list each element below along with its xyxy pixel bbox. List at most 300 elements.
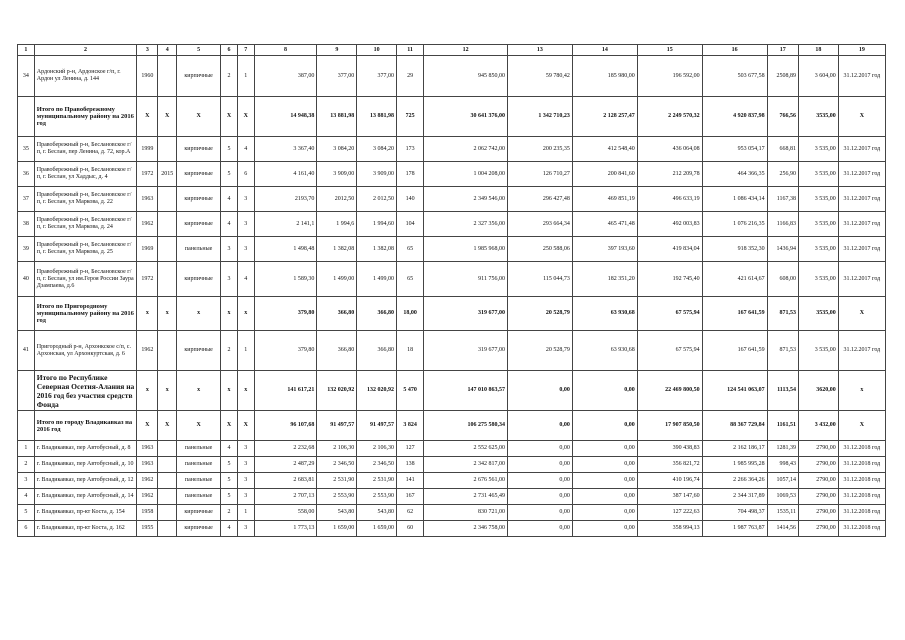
table-cell: 1	[237, 505, 254, 521]
table-cell: 1 994,6	[317, 212, 357, 237]
table-cell: 212 209,78	[637, 162, 702, 187]
table-cell: 31.12.2017 год	[838, 237, 885, 262]
table-cell: 3	[237, 457, 254, 473]
table-cell: 4 920 837,98	[702, 97, 767, 137]
table-cell: 366,80	[317, 297, 357, 331]
table-cell: 871,53	[767, 331, 798, 371]
column-number: 7	[237, 45, 254, 56]
table-cell: 31.12.2018 год	[838, 489, 885, 505]
table-cell: Х	[838, 411, 885, 441]
table-cell: 2 128 257,47	[572, 97, 637, 137]
table-cell: 2790,00	[798, 457, 838, 473]
table-cell: 0,00	[572, 473, 637, 489]
table-cell: 1069,53	[767, 489, 798, 505]
table-cell: 173	[396, 137, 423, 162]
table-cell: 1057,14	[767, 473, 798, 489]
table-cell: 132 020,92	[317, 371, 357, 411]
table-cell: 911 756,00	[424, 262, 508, 297]
table-cell: 4	[221, 521, 238, 537]
address-cell: г. Владикавказ, пер Автобусный, д. 12	[34, 473, 137, 489]
table-cell: 104	[396, 212, 423, 237]
table-cell: 704 498,37	[702, 505, 767, 521]
table-cell: 1113,54	[767, 371, 798, 411]
table-cell: 3 535,00	[798, 187, 838, 212]
table-cell: 3	[237, 441, 254, 457]
table-cell: 998,43	[767, 457, 798, 473]
table-cell: 2790,00	[798, 473, 838, 489]
table-cell: 496 633,19	[637, 187, 702, 212]
table-cell: 0,00	[572, 441, 637, 457]
table-row	[18, 457, 886, 473]
table-cell: Х	[177, 97, 221, 137]
table-cell: 1 086 434,14	[702, 187, 767, 212]
table-cell: 2790,00	[798, 489, 838, 505]
table-cell: 2 531,90	[357, 473, 397, 489]
column-number: 14	[572, 45, 637, 56]
table-cell: 366,80	[317, 331, 357, 371]
column-number: 9	[317, 45, 357, 56]
table-cell: кирпичные	[177, 212, 221, 237]
table-cell: 14 948,38	[254, 97, 317, 137]
table-cell: кирпичные	[177, 56, 221, 97]
column-number: 11	[396, 45, 423, 56]
table-cell: 192 745,40	[637, 262, 702, 297]
table-cell: 41	[18, 331, 35, 371]
table-cell: 464 366,35	[702, 162, 767, 187]
table-cell: 3	[237, 489, 254, 505]
table-cell: панельные	[177, 473, 221, 489]
table-cell: панельные	[177, 457, 221, 473]
table-cell: 3	[237, 237, 254, 262]
table-cell: 1960	[137, 56, 158, 97]
table-cell: 397 193,60	[572, 237, 637, 262]
column-number: 4	[158, 45, 177, 56]
table-cell: 2 346 758,00	[424, 521, 508, 537]
table-cell: 2 683,81	[254, 473, 317, 489]
address-cell: г. Владикавказ, пр-кт Коста, д. 154	[34, 505, 137, 521]
table-row	[18, 441, 886, 457]
table-cell: 3 909,00	[357, 162, 397, 187]
table-cell: 1963	[137, 441, 158, 457]
table-cell: 31.12.2018 год	[838, 473, 885, 489]
address-cell: Правобережный р-н, Беслановское г/п, г. Беслан, ул Хаддыс, д. 4	[34, 162, 137, 187]
table-cell: 31.12.2017 год	[838, 162, 885, 187]
table-cell: 138	[396, 457, 423, 473]
table-cell: 0,00	[572, 457, 637, 473]
table-cell: панельные	[177, 489, 221, 505]
table-cell: 379,80	[254, 331, 317, 371]
table-cell: 2	[18, 457, 35, 473]
table-cell: 18,00	[396, 297, 423, 331]
table-cell: 2 553,90	[357, 489, 397, 505]
table-cell: 0,00	[507, 505, 572, 521]
table-cell: 124 541 063,07	[702, 371, 767, 411]
table-cell: 167	[396, 489, 423, 505]
table-cell: 18	[396, 331, 423, 371]
table-cell: 558,00	[254, 505, 317, 521]
table-row	[18, 187, 886, 212]
table-cell: 65	[396, 237, 423, 262]
table-cell: 725	[396, 97, 423, 137]
table-cell: 1 076 216,35	[702, 212, 767, 237]
column-number: 19	[838, 45, 885, 56]
table-cell	[158, 262, 177, 297]
column-number: 1	[18, 45, 35, 56]
table-cell: 4	[18, 489, 35, 505]
table-row	[18, 237, 886, 262]
table-cell: 1 659,00	[317, 521, 357, 537]
table-cell	[158, 521, 177, 537]
table-cell: 4 161,40	[254, 162, 317, 187]
table-cell: 200 841,60	[572, 162, 637, 187]
table-cell: Х	[221, 97, 238, 137]
table-cell: 387 147,60	[637, 489, 702, 505]
table-cell: 3 824	[396, 411, 423, 441]
table-cell: 3 084,20	[357, 137, 397, 162]
table-cell: 31.12.2018 год	[838, 441, 885, 457]
address-cell: Итого по городу Владикавказ на 2016 год	[34, 411, 137, 441]
column-number: 5	[177, 45, 221, 56]
table-cell: 1161,51	[767, 411, 798, 441]
table-cell: 503 677,58	[702, 56, 767, 97]
table-cell: 39	[18, 237, 35, 262]
table-cell: 377,00	[357, 56, 397, 97]
table-cell: Х	[237, 411, 254, 441]
table-cell: 65	[396, 262, 423, 297]
table-cell: 167 641,59	[702, 297, 767, 331]
table-cell: 296 427,48	[507, 187, 572, 212]
table-cell: 3	[221, 237, 238, 262]
table-cell	[158, 489, 177, 505]
table-cell: 293 664,34	[507, 212, 572, 237]
table-cell: 2 232,68	[254, 441, 317, 457]
table-cell: 3 367,40	[254, 137, 317, 162]
address-cell: г. Владикавказ, пер Автобусный, д. 10	[34, 457, 137, 473]
table-cell: 1	[237, 56, 254, 97]
table-cell: 182 351,20	[572, 262, 637, 297]
table-cell: 356 821,72	[637, 457, 702, 473]
table-cell: 0,00	[507, 411, 572, 441]
table-cell: панельные	[177, 237, 221, 262]
table-cell	[158, 212, 177, 237]
table-cell: 2 531,90	[317, 473, 357, 489]
table-row	[18, 521, 886, 537]
table-cell: 0,00	[507, 473, 572, 489]
table-cell: 2 106,30	[357, 441, 397, 457]
table-cell: 4	[237, 262, 254, 297]
table-cell: 469 851,19	[572, 187, 637, 212]
address-cell: Правобережный р-н, Беслановское г/п, г. Беслан, ул Маркова, д. 24	[34, 212, 137, 237]
table-cell: 2 012,50	[357, 187, 397, 212]
table-cell: 2 249 570,32	[637, 97, 702, 137]
table-cell: 0,00	[507, 441, 572, 457]
address-cell: г. Владикавказ, пр-кт Коста, д. 162	[34, 521, 137, 537]
column-number: 10	[357, 45, 397, 56]
table-cell: 2 707,13	[254, 489, 317, 505]
table-cell: 17 907 850,50	[637, 411, 702, 441]
address-cell: Итого по Пригородному муниципальному району на 2016 год	[34, 297, 137, 331]
table-cell: 412 548,40	[572, 137, 637, 162]
subtotal-row	[18, 97, 886, 137]
table-cell: 2	[221, 56, 238, 97]
table-cell: 91 497,57	[357, 411, 397, 441]
table-cell: 1962	[137, 212, 158, 237]
table-cell: 465 471,48	[572, 212, 637, 237]
table-cell: 2 349 546,00	[424, 187, 508, 212]
table-cell: 4	[221, 441, 238, 457]
table-cell: Х	[838, 97, 885, 137]
table-cell: 766,56	[767, 97, 798, 137]
table-cell	[18, 411, 35, 441]
table-cell: 34	[18, 56, 35, 97]
table-cell: 0,00	[507, 371, 572, 411]
address-cell: Ардонский р-н, Ардонское г/п, г. Ардон ул Ленина, д. 144	[34, 56, 137, 97]
column-number-row	[18, 45, 886, 56]
table-cell: х	[221, 371, 238, 411]
table-cell: 140	[396, 187, 423, 212]
column-number: 18	[798, 45, 838, 56]
table-cell: 953 054,17	[702, 137, 767, 162]
table-cell: 2790,00	[798, 441, 838, 457]
table-cell: 366,80	[357, 331, 397, 371]
table-cell: 4	[237, 137, 254, 162]
table-cell: 5	[18, 505, 35, 521]
table-cell: 2	[221, 331, 238, 371]
table-cell: 31.12.2017 год	[838, 331, 885, 371]
table-cell: х	[137, 297, 158, 331]
table-cell: 319 677,00	[424, 331, 508, 371]
table-cell: 88 367 729,84	[702, 411, 767, 441]
table-cell: 1414,56	[767, 521, 798, 537]
table-cell: 1962	[137, 331, 158, 371]
table-cell: 2 487,29	[254, 457, 317, 473]
column-number: 16	[702, 45, 767, 56]
table-cell	[158, 56, 177, 97]
table-cell: 1972	[137, 262, 158, 297]
table-cell: 1962	[137, 489, 158, 505]
table-cell: 1	[18, 441, 35, 457]
table-cell: 3 604,00	[798, 56, 838, 97]
table-cell: 250 588,06	[507, 237, 572, 262]
table-cell: 366,80	[357, 297, 397, 331]
table-cell: 2015	[158, 162, 177, 187]
table-cell: 410 196,74	[637, 473, 702, 489]
table-cell: кирпичные	[177, 262, 221, 297]
table-cell: 3 535,00	[798, 137, 838, 162]
address-cell: Итого по Республике Северная Осетия-Алания на 2016 год без участия средств Фонда	[34, 371, 137, 411]
table-cell: 319 677,00	[424, 297, 508, 331]
table-cell: 5	[221, 457, 238, 473]
table-cell: 126 710,27	[507, 162, 572, 187]
address-cell: Правобережный р-н, Беслановское г/п, г. Беслан, ул им.Героя России Заура Дзампаева, д.6	[34, 262, 137, 297]
table-cell: 63 930,68	[572, 297, 637, 331]
table-cell: 3	[221, 262, 238, 297]
table-cell: 3535,00	[798, 297, 838, 331]
table-cell: 1 589,30	[254, 262, 317, 297]
table-cell: 2 327 356,00	[424, 212, 508, 237]
subtotal-row	[18, 371, 886, 411]
table-cell: 2 552 625,00	[424, 441, 508, 457]
table-cell: 3 535,00	[798, 262, 838, 297]
table-cell: кирпичные	[177, 505, 221, 521]
table-cell: 1963	[137, 457, 158, 473]
subtotal-row	[18, 297, 886, 331]
table-cell: 3 535,00	[798, 212, 838, 237]
table-cell: 2 342 817,00	[424, 457, 508, 473]
table-cell: 945 850,00	[424, 56, 508, 97]
table-cell: 2508,89	[767, 56, 798, 97]
table-cell: х	[177, 297, 221, 331]
table-cell: 0,00	[572, 521, 637, 537]
address-cell: г. Владикавказ, пер Автобусный, д. 14	[34, 489, 137, 505]
table-cell: 2 553,90	[317, 489, 357, 505]
table-cell: 1167,38	[767, 187, 798, 212]
table-cell: 37	[18, 187, 35, 212]
table-cell: 1 994,60	[357, 212, 397, 237]
table-cell: 31.12.2017 год	[838, 262, 885, 297]
table-cell: 4	[221, 212, 238, 237]
table-cell	[18, 297, 35, 331]
table-row	[18, 489, 886, 505]
column-number: 12	[424, 45, 508, 56]
table-cell: 3 432,00	[798, 411, 838, 441]
table-cell: 127	[396, 441, 423, 457]
column-number: 13	[507, 45, 572, 56]
document-page	[17, 44, 886, 537]
table-cell: кирпичные	[177, 187, 221, 212]
table-cell: 358 994,13	[637, 521, 702, 537]
table-cell: 2790,00	[798, 521, 838, 537]
table-cell: 29	[396, 56, 423, 97]
table-cell: 13 881,98	[317, 97, 357, 137]
table-body	[18, 45, 886, 537]
table-cell: 0,00	[507, 489, 572, 505]
table-cell: 36	[18, 162, 35, 187]
column-number: 2	[34, 45, 137, 56]
subtotal-row	[18, 411, 886, 441]
table-cell: 132 020,92	[357, 371, 397, 411]
table-cell	[18, 371, 35, 411]
table-cell: 0,00	[572, 371, 637, 411]
table-cell: 2193,70	[254, 187, 317, 212]
table-cell: 4	[221, 187, 238, 212]
table-cell: 387,00	[254, 56, 317, 97]
table-cell: 106 275 580,34	[424, 411, 508, 441]
table-cell: 20 528,79	[507, 297, 572, 331]
table-cell: 5	[221, 473, 238, 489]
address-cell: г. Владикавказ, пер Автобусный, д. 8	[34, 441, 137, 457]
table-cell: 1 382,08	[317, 237, 357, 262]
table-cell: Х	[137, 97, 158, 137]
table-cell: 2 676 561,00	[424, 473, 508, 489]
table-cell: 1958	[137, 505, 158, 521]
table-cell: 419 834,04	[637, 237, 702, 262]
table-row	[18, 162, 886, 187]
table-cell: 5	[221, 162, 238, 187]
table-cell: 38	[18, 212, 35, 237]
table-cell: х	[158, 371, 177, 411]
table-cell: х	[838, 371, 885, 411]
column-number: 3	[137, 45, 158, 56]
column-number: 17	[767, 45, 798, 56]
table-cell	[158, 457, 177, 473]
table-cell: 1535,11	[767, 505, 798, 521]
table-cell: 2 346,50	[357, 457, 397, 473]
table-cell	[158, 187, 177, 212]
table-cell: 2012,50	[317, 187, 357, 212]
table-cell: х	[158, 297, 177, 331]
table-cell: 127 222,63	[637, 505, 702, 521]
table-cell: х	[237, 297, 254, 331]
table-row	[18, 262, 886, 297]
table-cell: 1962	[137, 473, 158, 489]
table-cell: 3 909,00	[317, 162, 357, 187]
table-cell: 91 497,57	[317, 411, 357, 441]
table-cell: 2 266 364,26	[702, 473, 767, 489]
table-cell: 0,00	[507, 521, 572, 537]
table-cell: 1963	[137, 187, 158, 212]
table-cell: 31.12.2017 год	[838, 56, 885, 97]
table-cell: 543,80	[317, 505, 357, 521]
table-row	[18, 331, 886, 371]
table-cell: 178	[396, 162, 423, 187]
table-cell: 3 535,00	[798, 162, 838, 187]
table-cell	[158, 441, 177, 457]
table-cell: 2 062 742,00	[424, 137, 508, 162]
table-cell	[158, 505, 177, 521]
table-cell: 918 352,30	[702, 237, 767, 262]
table-cell: 0,00	[572, 411, 637, 441]
table-cell: 3 535,00	[798, 331, 838, 371]
table-cell: 60	[396, 521, 423, 537]
table-cell: 1 659,00	[357, 521, 397, 537]
column-number: 15	[637, 45, 702, 56]
table-cell: 63 930,68	[572, 331, 637, 371]
table-cell: 185 980,00	[572, 56, 637, 97]
table-cell: 1166,83	[767, 212, 798, 237]
table-cell: 3	[237, 521, 254, 537]
table-cell: 668,81	[767, 137, 798, 162]
table-cell: 31.12.2017 год	[838, 212, 885, 237]
table-cell	[18, 97, 35, 137]
table-cell: 3 535,00	[798, 237, 838, 262]
table-cell: 167 641,59	[702, 331, 767, 371]
table-cell: 871,53	[767, 297, 798, 331]
table-cell: 196 592,00	[637, 56, 702, 97]
address-cell: Правобережный р-н, Беслановское г/п, г. Беслан, пер Ленина, д. 72, кор.А	[34, 137, 137, 162]
table-cell: 67 575,94	[637, 297, 702, 331]
table-cell: 67 575,94	[637, 331, 702, 371]
table-cell: Х	[237, 97, 254, 137]
table-cell	[158, 473, 177, 489]
table-cell: 2	[221, 505, 238, 521]
table-cell: 2 731 465,49	[424, 489, 508, 505]
table-cell: 147 010 863,57	[424, 371, 508, 411]
table-cell: 2 344 317,89	[702, 489, 767, 505]
table-cell: 1999	[137, 137, 158, 162]
table-cell: 1436,94	[767, 237, 798, 262]
table-cell: панельные	[177, 441, 221, 457]
table-cell: х	[137, 371, 158, 411]
table-cell: 3	[18, 473, 35, 489]
table-cell: 1 499,00	[317, 262, 357, 297]
table-cell: Х	[158, 411, 177, 441]
table-cell: кирпичные	[177, 162, 221, 187]
address-cell: Пригородный р-н, Архонкское с/п, с. Архонская, ул Архонкуртская, д. 6	[34, 331, 137, 371]
table-cell: 1 985 968,00	[424, 237, 508, 262]
table-cell: 31.12.2017 год	[838, 137, 885, 162]
table-cell: 0,00	[572, 505, 637, 521]
